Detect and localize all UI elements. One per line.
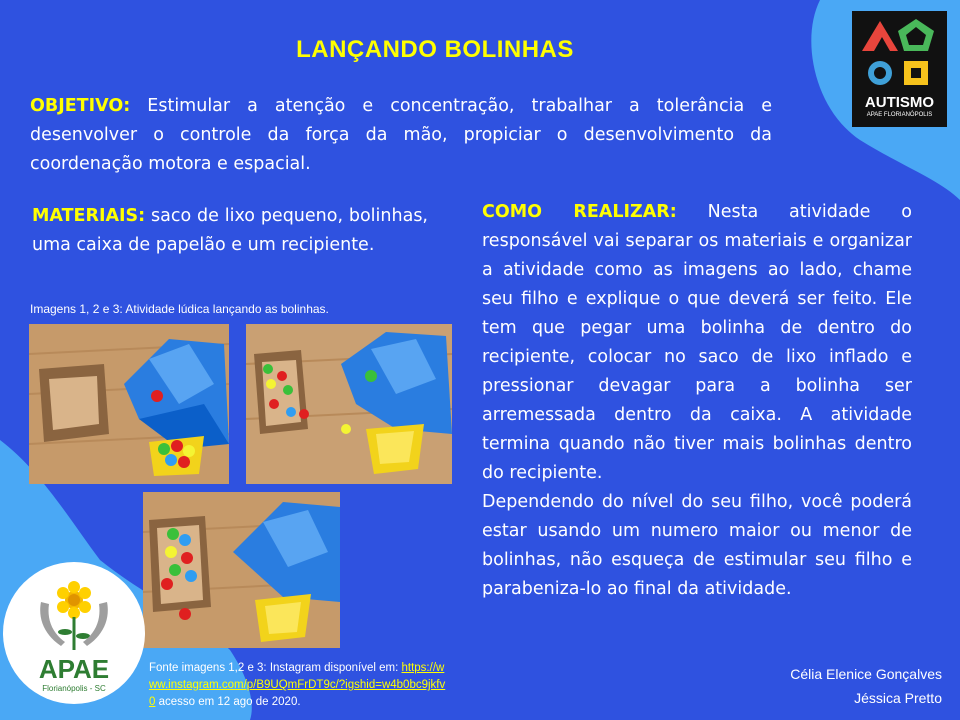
photo-1 [29,324,229,484]
images-caption: Imagens 1, 2 e 3: Atividade lúdica lançando as bolinhas. [30,302,329,316]
como-realizar-label: COMO REALIZAR: [482,202,677,222]
autismo-logo-text: AUTISMO [864,94,935,111]
apae-logo-text: APAE [38,654,110,684]
author-1: Célia Elenice Gonçalves [790,666,942,682]
autismo-logo-subtitle: APAE FLORIANÓPOLIS [866,112,933,118]
image-source-note [149,660,449,711]
como-realizar-paragraph [482,198,912,604]
apae-logo [3,562,145,704]
page-title: LANÇANDO BOLINHAS [296,36,574,63]
objetivo-label: OBJETIVO: [30,96,131,116]
source-suffix: acesso em 12 ago de 2020. [155,696,301,708]
objetivo-text: Estimular a atenção e concentração, trabalhar a tolerância e desenvolver o controle da força da mão, propiciar o desenvolvimento da coordenação motora e espacial. [30,96,772,174]
materiais-text: saco de lixo pequeno, bolinhas, uma caixa de papelão e um recipiente. [32,206,428,255]
apae-logo-subtitle: Florianópolis - SC [42,684,106,693]
instagram-link[interactable]: https://www.instagram.com/p/B9UQmFrDT9c/?igshid=w4b0bc9jkfv0 [149,662,446,708]
como-realizar-text: Nesta atividade o responsável vai separar os materiais e organizar a atividade como as imagens ao lado, chame seu filho e explique o que deverá ser feito. Ele tem que pegar uma bolinha de dentro do recipiente, colocar no saco de lixo inflado e pressionar devagar para a bolinha ser arremessada dentro da caixa. A atividade termina quando não tiver mais bolinhas dentro do recipiente. [482,202,912,483]
flower-icon [57,581,91,650]
source-prefix: Fonte imagens 1,2 e 3: Instagram disponível em: [149,662,402,674]
autismo-logo [852,11,947,127]
materiais-label: MATERIAIS: [32,206,146,226]
authors [790,662,942,710]
photo-2 [246,324,452,484]
materiais-paragraph [32,202,428,260]
objetivo-paragraph [30,92,772,179]
author-2: Jéssica Pretto [854,690,942,706]
photo-3 [143,492,340,648]
como-realizar-text-2: Dependendo do nível do seu filho, você poderá estar usando um numero maior ou menor de bolinhas, não esqueça de estimular seu filho e parabeniza-lo ao final da atividade. [482,492,912,599]
